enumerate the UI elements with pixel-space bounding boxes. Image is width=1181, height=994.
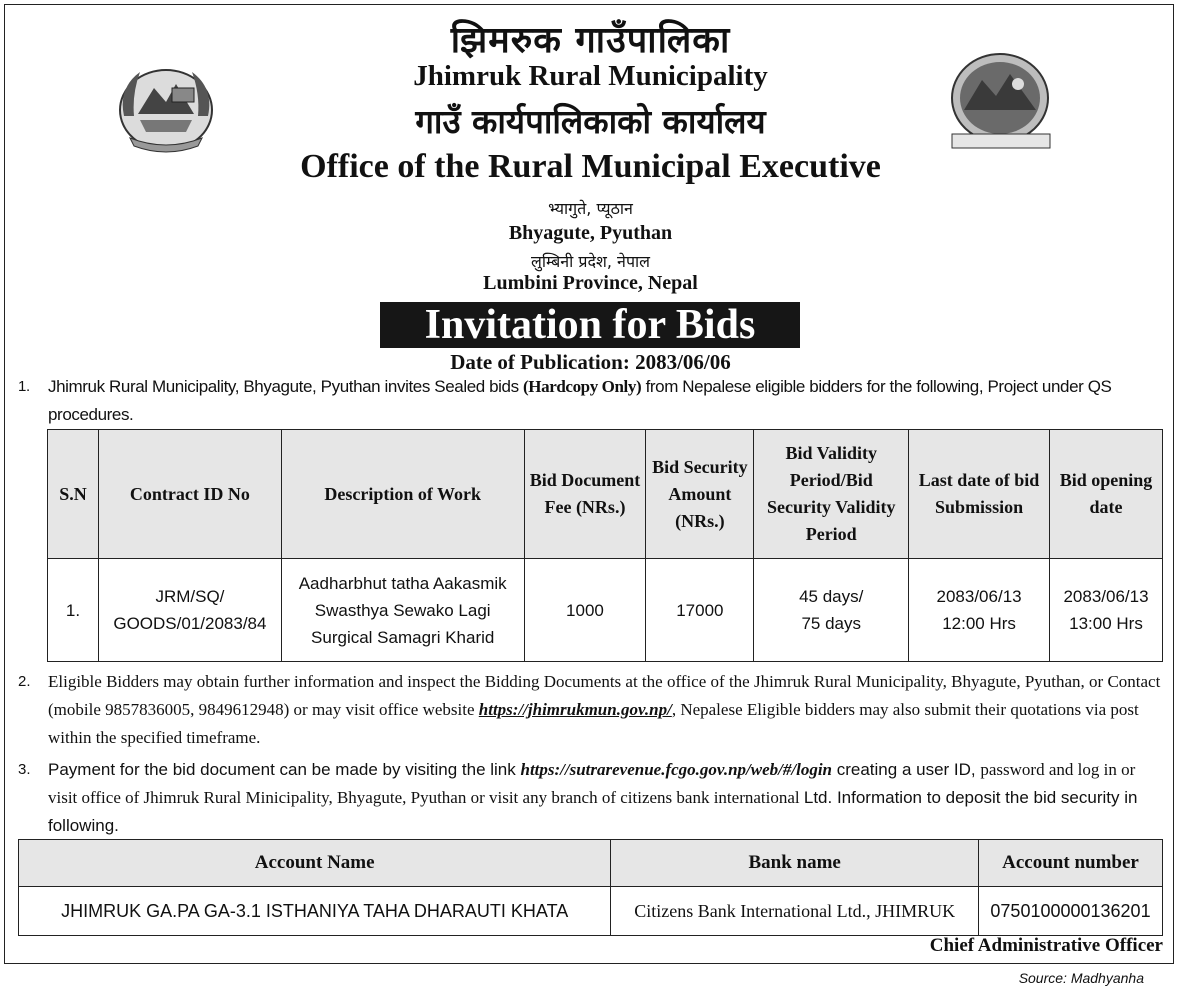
paragraph-2 [18,668,1164,752]
english-municipality-name: Jhimruk Rural Municipality [413,60,768,92]
table-header-row [19,840,1163,887]
paragraph-text: from Nepalese eligible bidders for the following, Project under QS procedures. [48,377,1112,424]
bank-name-cell: Citizens Bank International Ltd., JHIMRUK [611,887,979,936]
submission-cell [909,559,1050,662]
table-row [48,559,1163,662]
paragraph-text: Payment for the bid document can be made by visiting the link [48,760,521,779]
column-header: Bid Security Amount (NRs.) [646,430,754,559]
paragraph-text: Eligible Bidders may obtain further information and inspect the Bidding Documents at the office of the Jhimruk Rural Municipality, Bhyagute, Pyuthan, or Contact (mobile 9857836005, 9849612948) or may visit office website [48,672,1161,719]
account-number-cell: 0750100000136201 [979,887,1163,936]
source-credit: Source: Madhyanha [1018,970,1144,986]
contract-id-cell: JRM/SQ/ GOODS/01/2083/84 [98,559,281,662]
paragraph-number: 3. [18,761,31,778]
submission-time: 12:00 Hrs [942,614,1016,633]
column-header: Contract ID No [98,430,281,559]
nepali-municipality-name: झिमरुक गाउँपालिका [450,20,731,61]
english-office-name: Office of the Rural Municipal Executive [300,148,881,185]
column-header: S.N [48,430,99,559]
payment-link[interactable]: https://sutrarevenue.fcgo.gov.np/web/#/login [520,760,833,779]
english-province: Lumbini Province, Nepal [483,272,698,294]
security-cell: 17000 [646,559,754,662]
paragraph-1 [18,373,1164,429]
bids-table [47,429,1163,662]
account-name-cell: JHIMRUK GA.PA GA-3.1 ISTHANIYA TAHA DHARAUTI KHATA [19,887,611,936]
signer-title: Chief Administrative Officer [929,935,1163,956]
nepali-location: भ्यागुते, प्यूठान [548,199,633,218]
account-table [18,839,1163,936]
validity-line: 45 days/ [799,587,864,606]
paragraph-text: Jhimruk Rural Municipality, Bhyagute, Pyuthan invites Sealed bids [48,377,524,396]
description-cell: Aadharbhut tatha Aakasmik Swasthya Sewako Lagi Surgical Samagri Kharid [281,559,524,662]
column-header: Description of Work [281,430,524,559]
sn-cell: 1. [48,559,99,662]
paragraph-text: creating a user ID, [832,760,981,779]
nepali-province: लुम्बिनी प्रदेश, नेपाल [530,252,651,271]
website-link[interactable]: https://jhimrukmun.gov.np/ [478,700,672,719]
opening-date: 2083/06/13 [1063,587,1149,606]
validity-line: 75 days [801,614,861,633]
column-header: Account Name [19,840,611,887]
paragraph-text: password and log in or visit office of Jhimruk Rural Minicipality, Bhyagute, Pyuthan or visit any branch of citizens bank international [48,760,1136,807]
paragraph-3 [18,756,1164,840]
hardcopy-note: (Hardcopy Only) [523,377,642,396]
column-header: Bank name [611,840,979,887]
paragraph-text: , Nepalese Eligible bidders may also submit their quotations via post within the specified timeframe. [48,700,1139,747]
column-header: Account number [979,840,1163,887]
submission-date: 2083/06/13 [936,587,1022,606]
table-row [19,887,1163,936]
column-header: Bid opening date [1050,430,1163,559]
column-header: Bid Validity Period/Bid Security Validity Period [754,430,909,559]
paragraph-text: Ltd. Information to deposit the bid security in following. [48,788,1138,835]
paragraph-number: 2. [18,673,31,690]
column-header: Bid Document Fee (NRs.) [524,430,646,559]
doc-fee-cell: 1000 [524,559,646,662]
validity-cell [754,559,909,662]
english-location: Bhyagute, Pyuthan [508,222,673,244]
nepali-office-name: गाउँ कार्यपालिकाको कार्यालय [415,102,766,141]
table-header-row [48,430,1163,559]
column-header: Last date of bid Submission [909,430,1050,559]
publication-date: Date of Publication: 2083/06/06 [450,350,731,374]
notice-title: Invitation for Bids [380,302,800,348]
paragraph-number: 1. [18,378,30,395]
opening-cell [1050,559,1163,662]
opening-time: 13:00 Hrs [1069,614,1143,633]
